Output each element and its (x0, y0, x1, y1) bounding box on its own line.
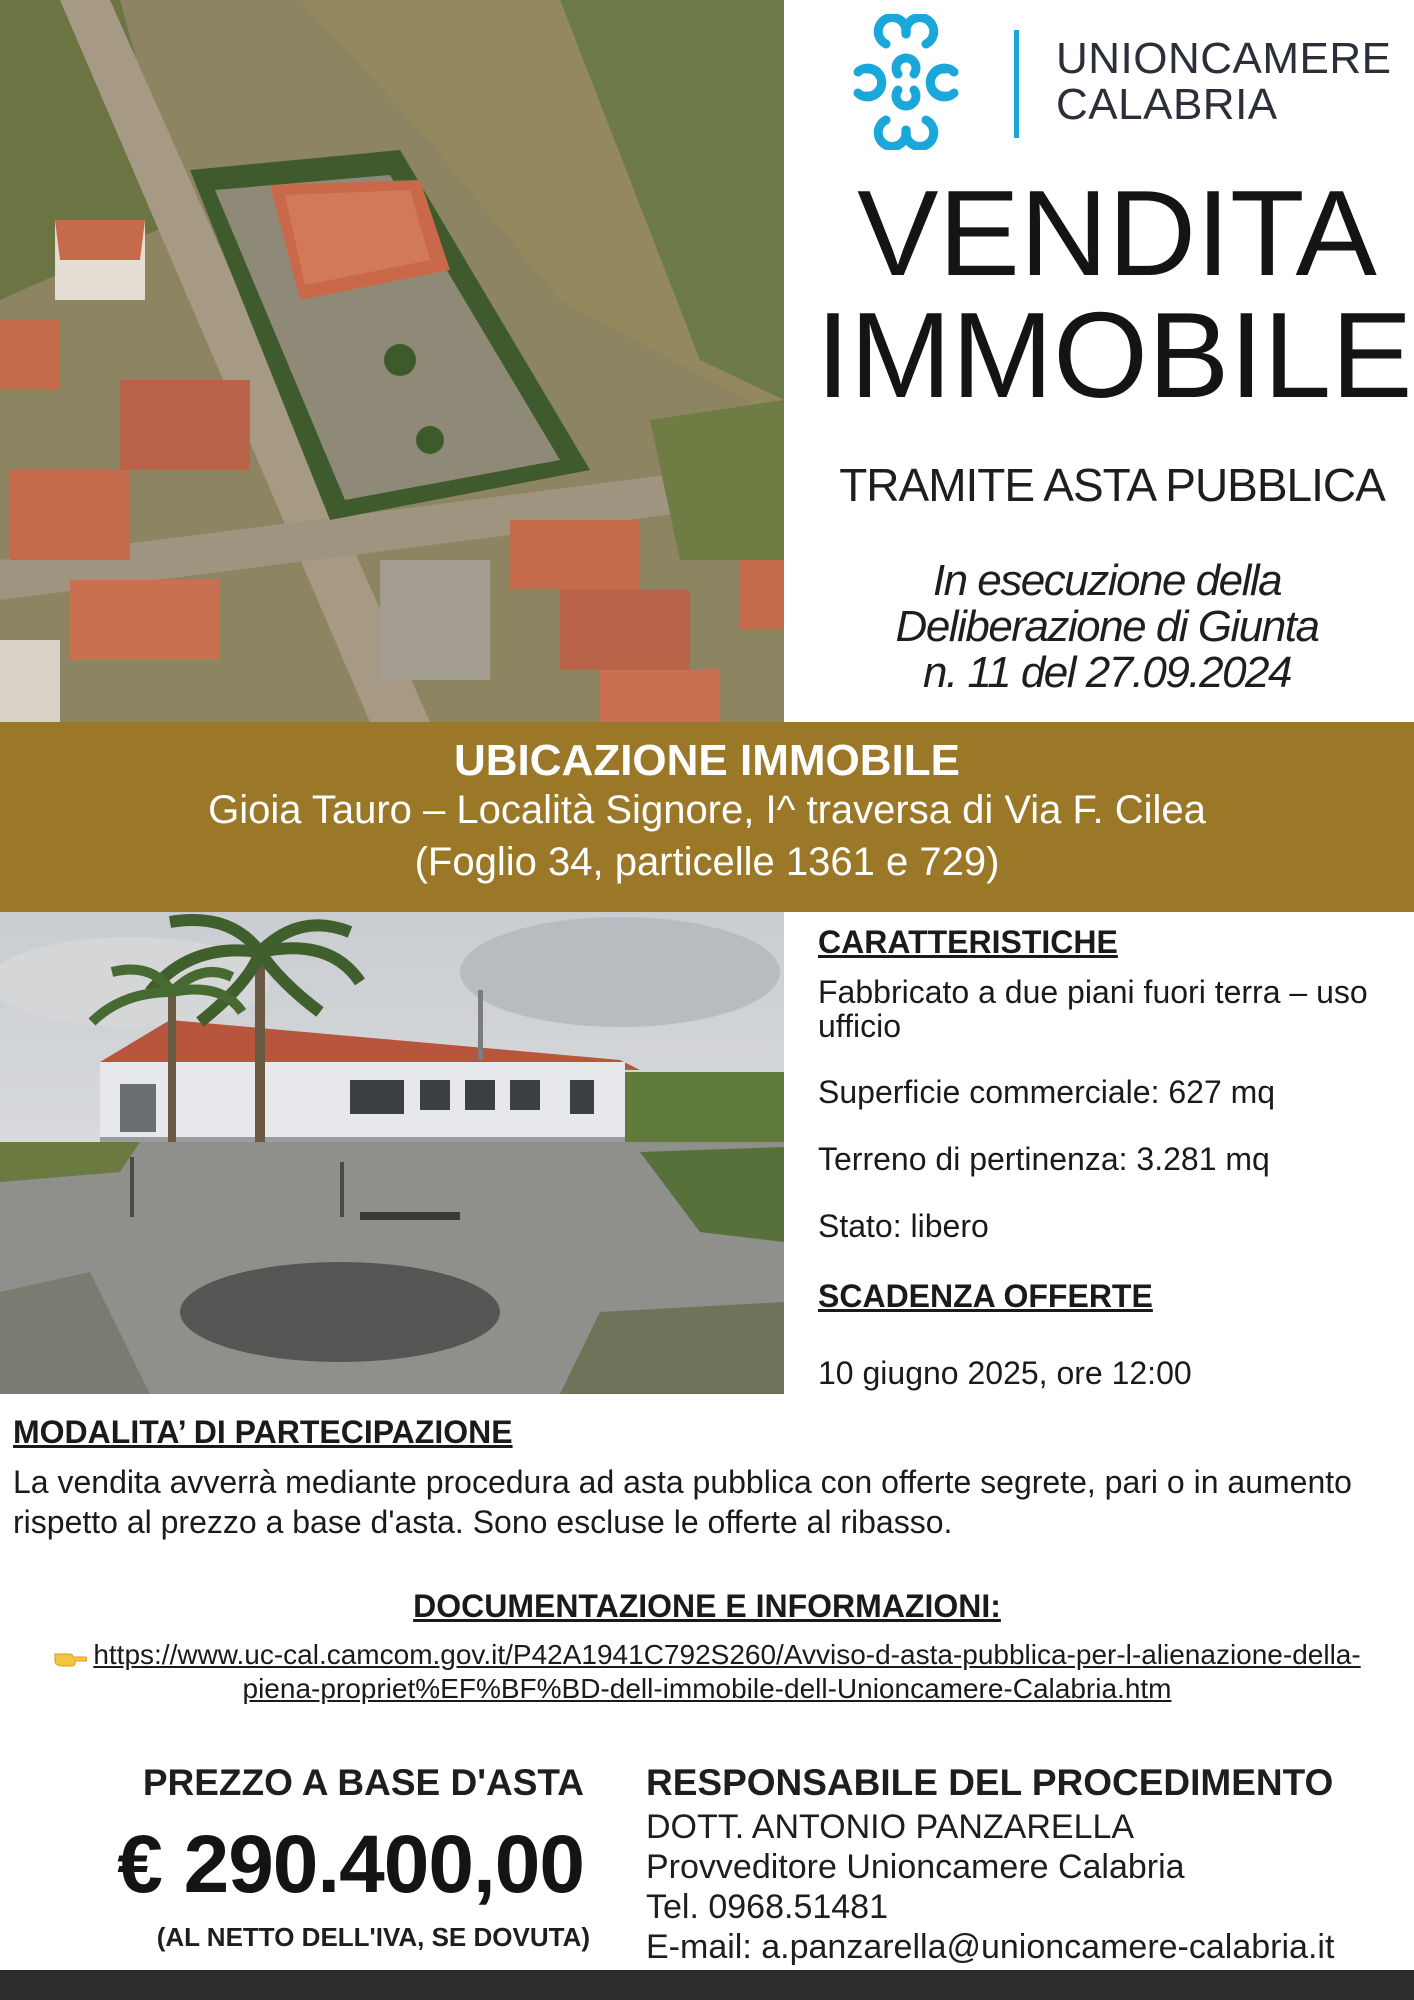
pointing-hand-icon (53, 1646, 87, 1668)
title-line-1: VENDITA (857, 165, 1377, 301)
aerial-photo (0, 0, 784, 722)
location-cadastral: (Foglio 34, particelle 1361 e 729) (414, 840, 1000, 884)
characteristic-land: Terreno di pertinenza: 3.281 mq (818, 1141, 1270, 1177)
deliberation-line-1: In esecuzione della (932, 556, 1282, 605)
participation-heading: MODALITA’ DI PARTECIPAZIONE (13, 1414, 513, 1450)
location-band (0, 722, 1414, 912)
bottom-bar (0, 1970, 1414, 2000)
characteristic-surface: Superficie commerciale: 627 mq (818, 1074, 1276, 1110)
subtitle: TRAMITE ASTA PUBBLICA (839, 459, 1385, 511)
responsible-email: E-mail: a.panzarella@unioncamere-calabria.it (646, 1928, 1335, 1966)
responsible-phone: Tel. 0968.51481 (646, 1888, 888, 1926)
characteristic-building-type: Fabbricato a due piani fuori terra – uso ufficio (818, 974, 1368, 1044)
location-address: Gioia Tauro – Località Signore, I^ traversa di Via F. Cilea (208, 788, 1206, 832)
participation-text: La vendita avverrà mediante procedura ad asta pubblica con offerte segrete, pari o in aumento rispetto al prezzo a base d'asta. Sono escluse le offerte al ribasso. (13, 1464, 1352, 1540)
location-heading: UBICAZIONE IMMOBILE (454, 736, 960, 785)
responsible-heading: RESPONSABILE DEL PROCEDIMENTO (646, 1762, 1334, 1803)
deadline-heading: SCADENZA OFFERTE (818, 1278, 1153, 1314)
aerial-photo-illustration (0, 0, 784, 722)
price-value: € 290.400,00 (117, 1819, 584, 1910)
logo-line-2: CALABRIA (1056, 80, 1278, 129)
deliberation-line-2: Deliberazione di Giunta (895, 602, 1319, 651)
documentation-link[interactable]: https://www.uc-cal.camcom.gov.it/P42A1941C792S260/Avviso-d-asta-pubblica-per-l-alienazione-della-piena-propriet%EF%BF%BD-dell-immobile-dell-Unioncamere-Calabria.htm (93, 1639, 1361, 1704)
documentation-heading: DOCUMENTAZIONE E INFORMAZIONI: (413, 1588, 1001, 1624)
responsible-role: Provveditore Unioncamere Calabria (646, 1848, 1185, 1886)
responsible-name: DOTT. ANTONIO PANZARELLA (646, 1808, 1135, 1846)
building-photo-illustration (0, 912, 784, 1394)
title-line-2: IMMOBILE (816, 287, 1413, 423)
unioncamere-knot-logo-icon (836, 14, 976, 150)
price-label: PREZZO A BASE D'ASTA (142, 1762, 584, 1803)
logo-text (1056, 36, 1392, 128)
characteristics-heading: CARATTERISTICHE (818, 924, 1118, 960)
deliberation-reference (830, 558, 1384, 696)
deadline-value: 10 giugno 2025, ore 12:00 (818, 1355, 1192, 1391)
building-photo (0, 912, 784, 1394)
logo-line-1: UNIONCAMERE (1056, 34, 1392, 83)
deliberation-line-3: n. 11 del 27.09.2024 (923, 648, 1291, 697)
documentation-link-block (30, 1638, 1384, 1706)
characteristic-status: Stato: libero (818, 1208, 989, 1244)
unioncamere-logo (836, 14, 1396, 144)
price-note: (AL NETTO DELL'IVA, SE DOVUTA) (156, 1922, 590, 1952)
logo-divider (1014, 30, 1019, 138)
